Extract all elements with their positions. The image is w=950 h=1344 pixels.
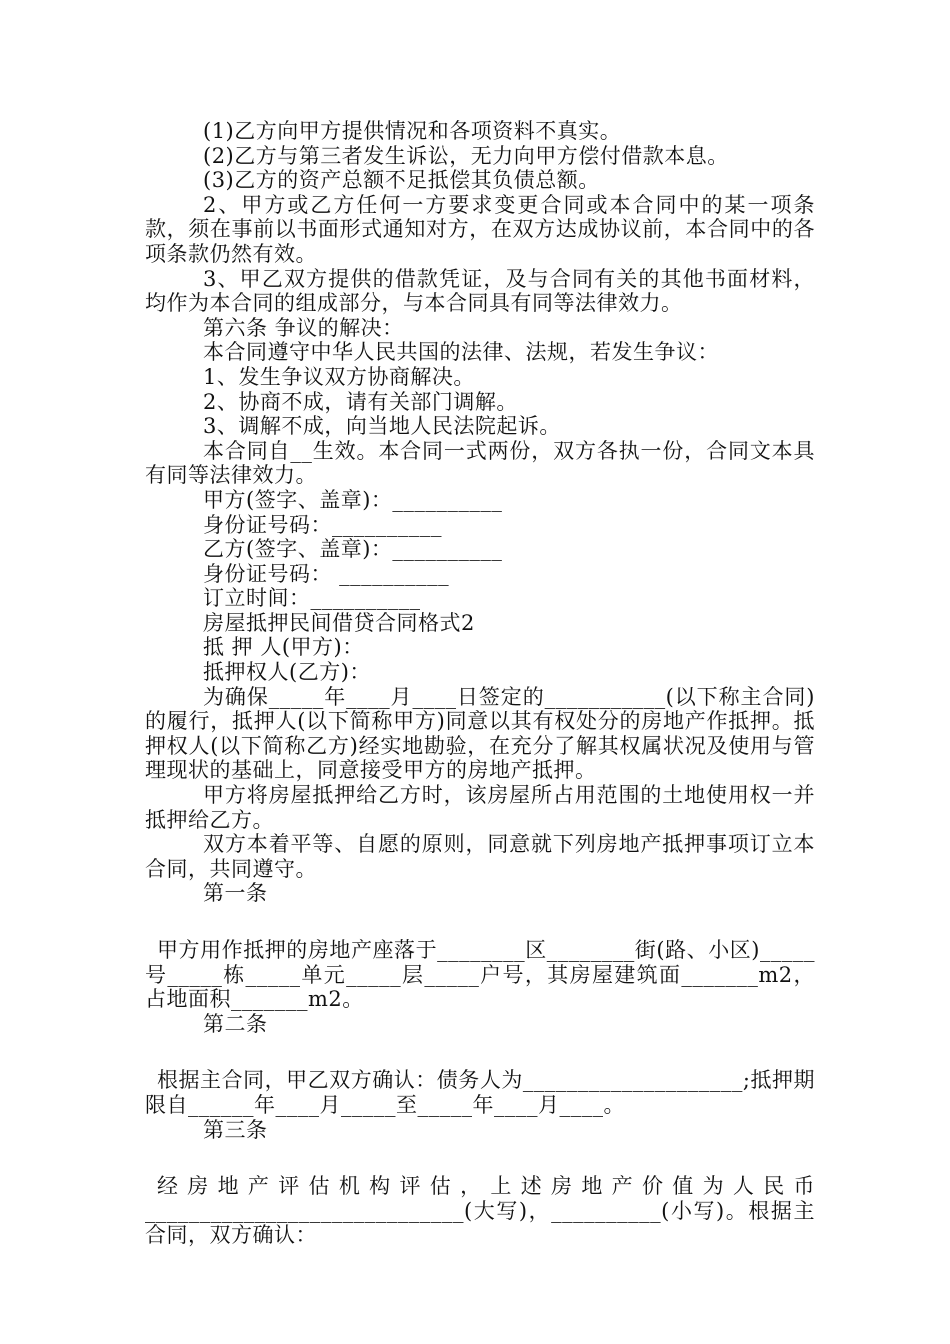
dispute-step-3: 3、调解不成，向当地人民法院起诉。 <box>203 414 561 439</box>
spacer <box>145 906 815 938</box>
paragraph-guarantee: 为确保_____年____月____日签定的___________(以下称主合同)的履行，抵押人(以下简称甲方)同意以其有权处分的房地产作抵押。抵押权人(以下简称乙方)经实地勘验，在充分了解其权属状况及使用与管理现状的基础上，同意接受甲方的房地产抵押。 <box>145 684 815 783</box>
signature-party-b: 乙方(签字、盖章)：__________ <box>203 537 503 562</box>
article-three-heading: 第三条 <box>203 1117 268 1142</box>
paragraph-governing-law: 本合同遵守中华人民共国的法律、法规，若发生争议： <box>203 340 719 365</box>
paragraph-valuation: 经房地产评估机构评估，上述房地产价值为人民币_____________________________(大写)，__________(小写)。根据主合同，双方确认： <box>145 1174 815 1248</box>
clause-item-2: (2)乙方与第三者发生诉讼，无力向甲方偿付借款本息。 <box>203 143 729 168</box>
paragraph-effective: 本合同自__生效。本合同一式两份，双方各执一份，合同文本具有同等法律效力。 <box>145 438 815 488</box>
dispute-step-1: 1、发生争议双方协商解决。 <box>203 364 475 389</box>
spacer <box>145 1036 815 1068</box>
mortgagor-line: 抵 押 人(甲方)： <box>203 635 364 660</box>
paragraph-change-contract: 2、甲方或乙方任何一方要求变更合同或本合同中的某一项条款，须在事前以书面形式通知对方，在双方达成协议前，本合同中的各项条款仍然有效。 <box>145 192 815 266</box>
article-one-heading: 第一条 <box>203 881 268 906</box>
paragraph-property-location: 甲方用作抵押的房地产座落于________区________街(路、小区)_____号_____栋_____单元_____层_____户号，其房屋建筑面_______m2，占地面积_______m2。 <box>145 938 815 1012</box>
paragraph-land-use: 甲方将房屋抵押给乙方时，该房屋所占用范围的土地使用权一并抵押给乙方。 <box>145 783 815 832</box>
id-number-party-b: 身份证号码： __________ <box>203 561 450 586</box>
paragraph-loan-documents: 3、甲乙双方提供的借款凭证，及与合同有关的其他书面材料，均作为本合同的组成部分，与本合同具有同等法律效力。 <box>145 266 815 316</box>
dispute-step-2: 2、协商不成，请有关部门调解。 <box>203 389 518 414</box>
section-title: 房屋抵押民间借贷合同格式2 <box>203 610 475 635</box>
article-six-heading: 第六条 争议的解决： <box>203 315 404 340</box>
mortgagee-line: 抵押权人(乙方)： <box>203 660 371 685</box>
signing-date: 订立时间：__________ <box>203 586 421 611</box>
paragraph-principle: 双方本着平等、自愿的原则，同意就下列房地产抵押事项订立本合同，共同遵守。 <box>145 832 815 881</box>
spacer <box>145 1142 815 1174</box>
clause-item-3: (3)乙方的资产总额不足抵偿其负债总额。 <box>203 168 600 193</box>
article-two-heading: 第二条 <box>203 1011 268 1036</box>
signature-party-a: 甲方(签字、盖章)：__________ <box>203 487 503 512</box>
paragraph-debtor-term: 根据主合同，甲乙双方确认：债务人为____________________;抵押期限自______年____月_____至_____年____月____。 <box>145 1068 815 1117</box>
clause-item-1: (1)乙方向甲方提供情况和各项资料不真实。 <box>203 119 622 143</box>
document-body <box>145 119 815 1248</box>
id-number-party-a: 身份证号码：__________ <box>203 512 442 537</box>
